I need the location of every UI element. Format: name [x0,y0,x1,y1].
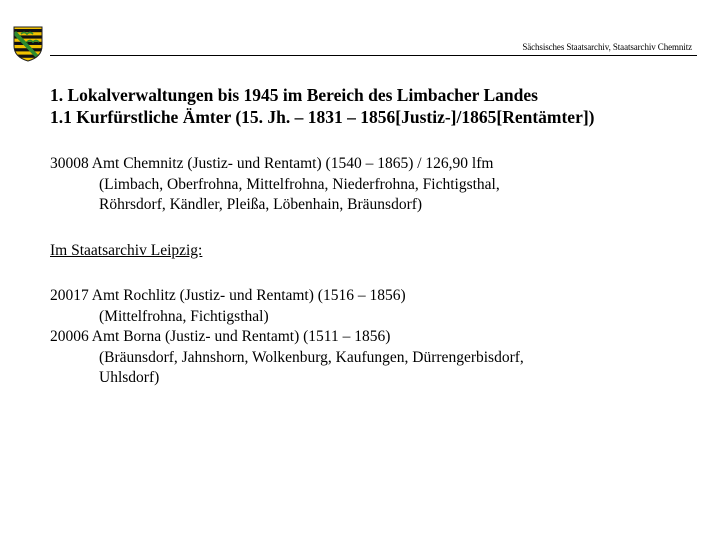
section-label-leipzig: Im Staatsarchiv Leipzig: [50,242,203,259]
header-divider [50,55,697,56]
leipzig-entries [50,286,524,389]
leipzig-section [50,241,202,262]
entry-title: 20017 Amt Rochlitz (Justiz- und Rentamt) (1516 – 1856) [50,287,406,304]
title-line-2: 1.1 Kurfürstliche Ämter (15. Jh. – 1831 – 1856[Justiz-]/1865[Rentämter]) [50,107,595,127]
page-title [50,84,595,128]
header-archive-name: Sächsisches Staatsarchiv, Staatsarchiv Chemnitz [522,42,692,52]
chemnitz-entries [50,154,500,216]
saxony-coat-of-arms-icon [13,26,43,62]
entry-title: 30008 Amt Chemnitz (Justiz- und Rentamt) (1540 – 1865) / 126,90 lfm [50,155,494,172]
entry-places: (Mittelfrohna, Fichtigsthal) [99,307,269,325]
archive-entry [50,286,524,327]
entry-places: (Limbach, Oberfrohna, Mittelfrohna, Niederfrohna, Fichtigsthal, [99,175,500,193]
entry-places: Röhrsdorf, Kändler, Pleißa, Löbenhain, Bräunsdorf) [99,196,423,213]
entry-places: (Bräunsdorf, Jahnshorn, Wolkenburg, Kaufungen, Dürrengerbisdorf, [99,348,524,366]
entry-places: Uhlsdorf) [99,369,160,386]
title-line-1: 1. Lokalverwaltungen bis 1945 im Bereich des Limbacher Landes [50,85,538,105]
archive-entry [50,154,500,216]
entry-title: 20006 Amt Borna (Justiz- und Rentamt) (1511 – 1856) [50,328,391,345]
archive-entry [50,327,524,389]
